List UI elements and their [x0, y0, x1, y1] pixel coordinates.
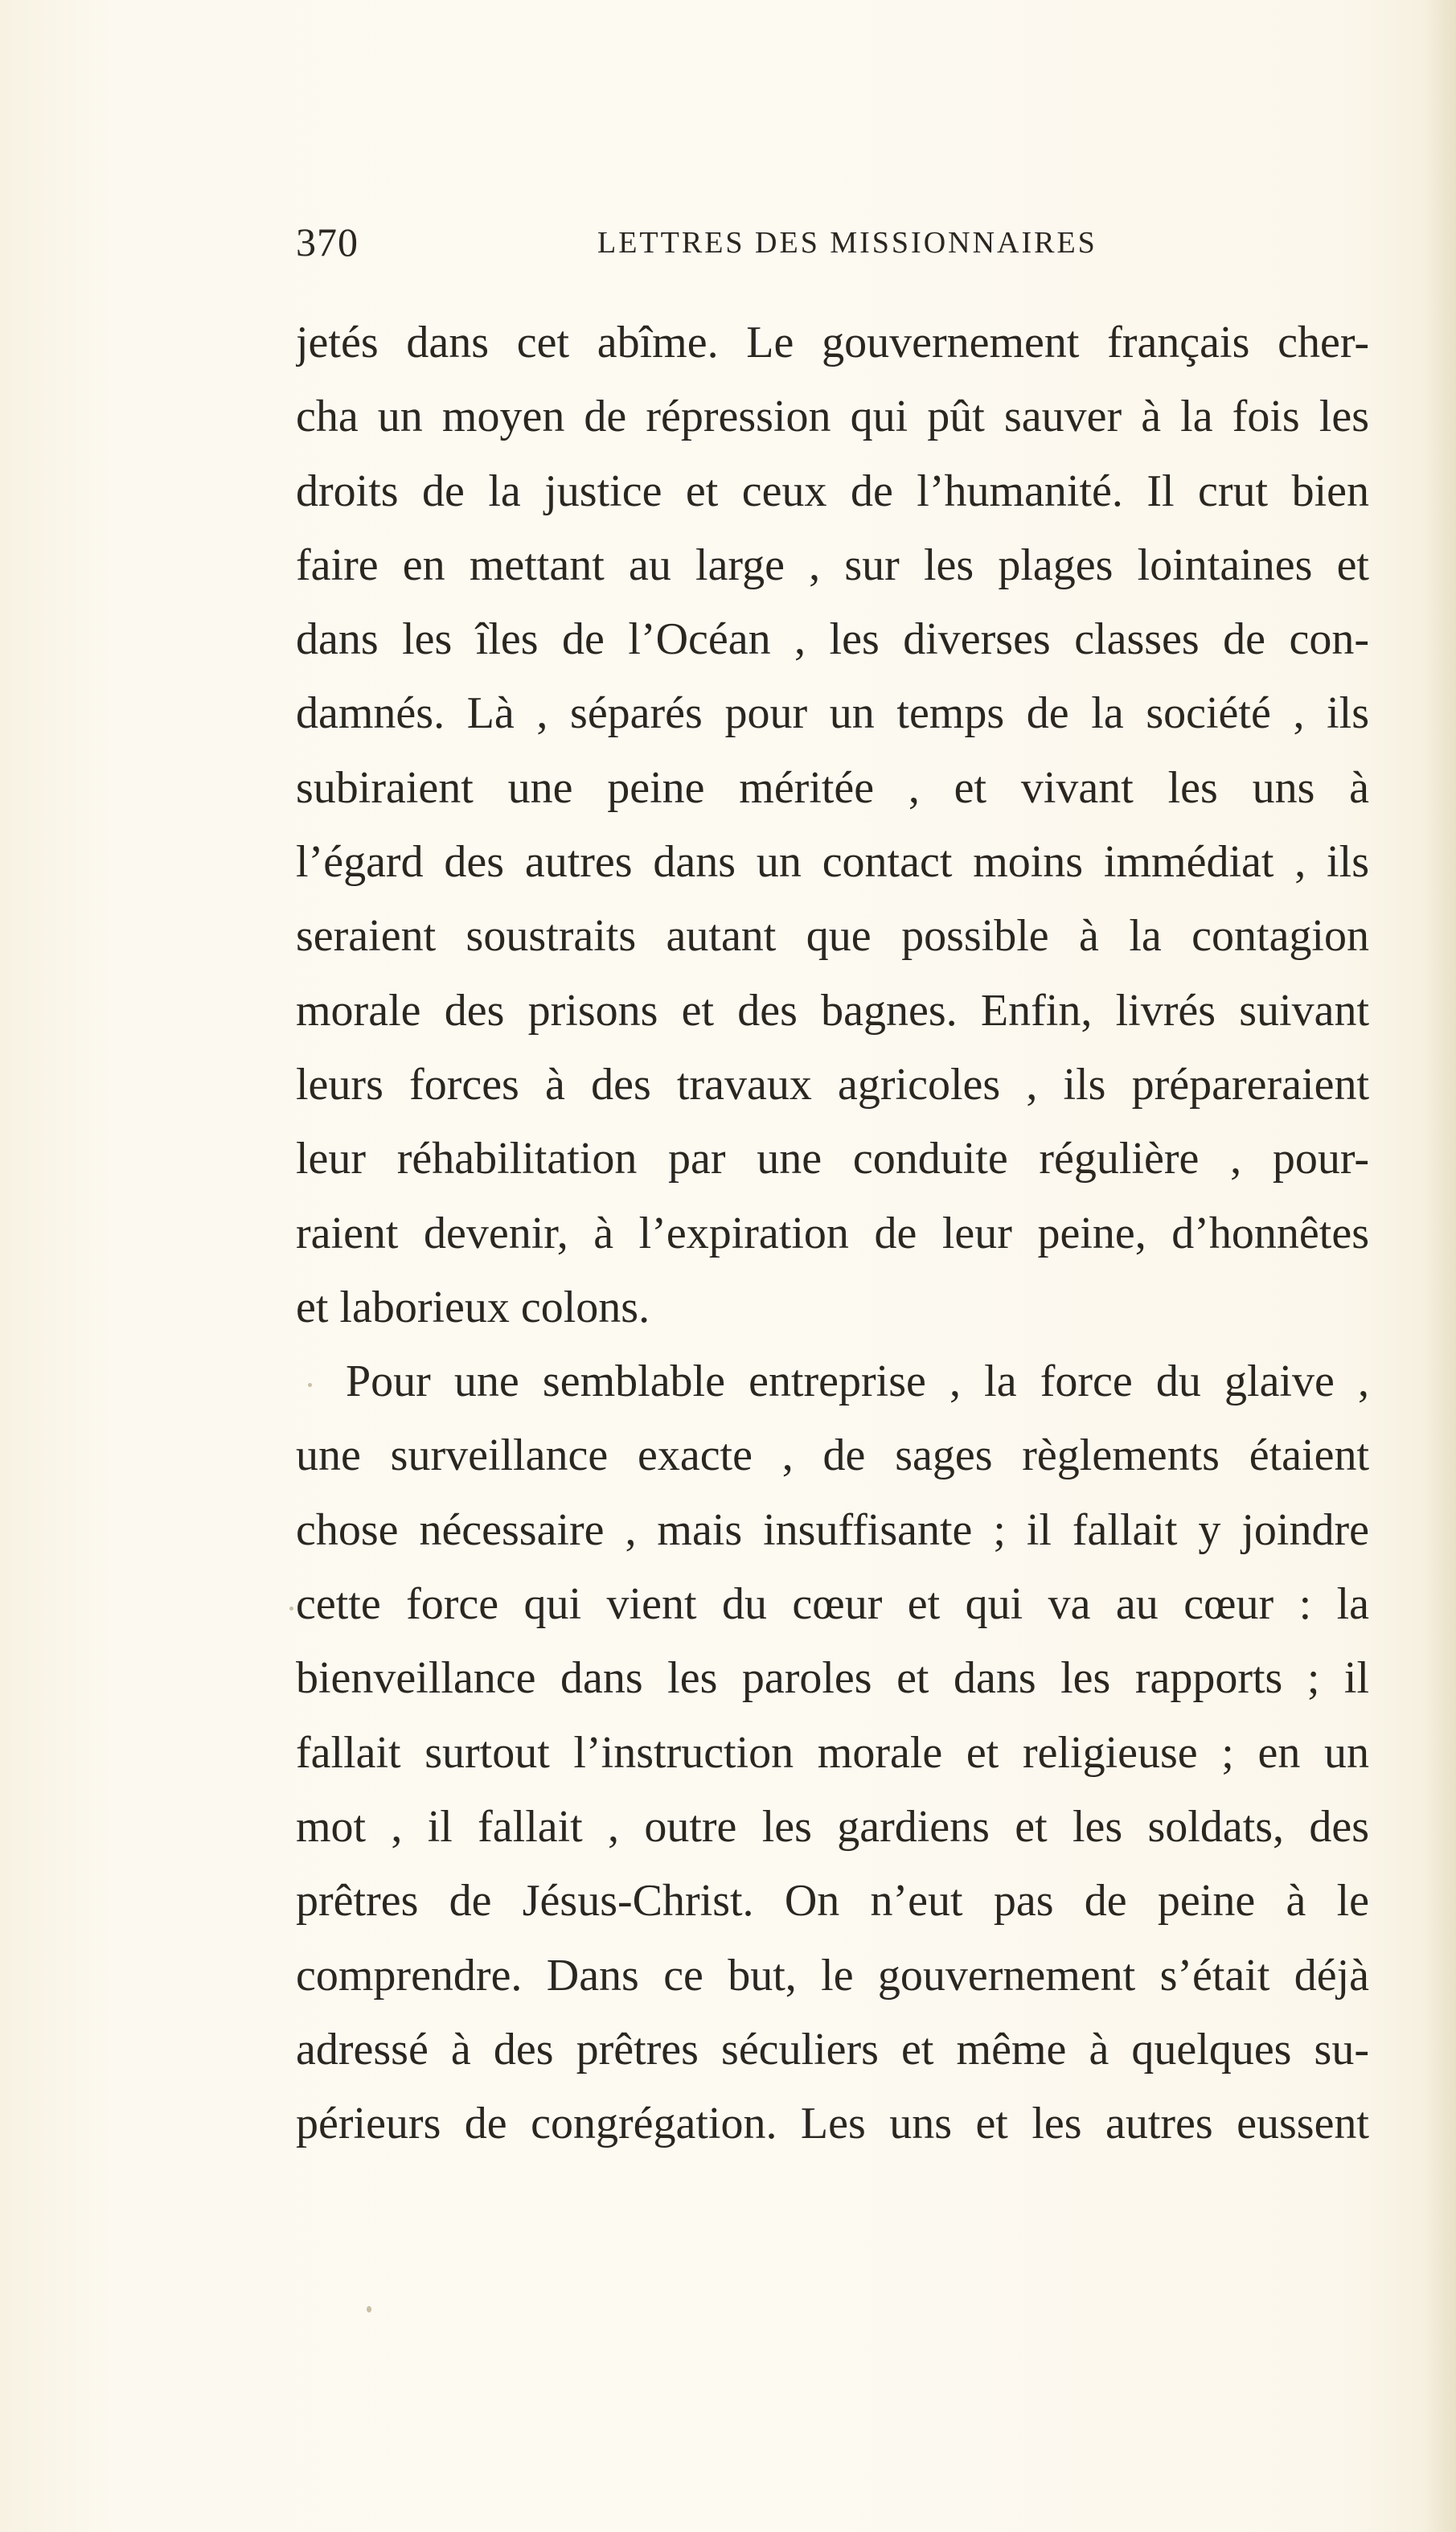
- text-line: chose nécessaire , mais insuffisante ; il fallait y joindre: [296, 1504, 1369, 1555]
- text-line: périeurs de congrégation. Les uns et les autres eussent: [296, 2099, 1369, 2149]
- body-text: [296, 306, 1369, 2161]
- text-line: dans les îles de l’Océan , les diverses classes de con-: [296, 614, 1369, 665]
- text-line: l’égard des autres dans un contact moins immédiat , ils: [296, 837, 1369, 888]
- text-line: Pour une semblable entreprise , la force du glaive ,: [346, 1356, 1369, 1407]
- text-line: faire en mettant au large , sur les plages lointaines et: [296, 540, 1369, 590]
- text-line: raient devenir, à l’expiration de leur peine, d’honnêtes: [296, 1208, 1369, 1258]
- text-line: leurs forces à des travaux agricoles , ils prépareraient: [296, 1059, 1369, 1110]
- paper-speck: [289, 1607, 293, 1611]
- text-line: une surveillance exacte , de sages règlements étaient: [296, 1430, 1369, 1481]
- text-line: damnés. Là , séparés pour un temps de la société , ils: [296, 688, 1369, 739]
- page-header: [296, 219, 1373, 275]
- text-line: et laborieux colons.: [296, 1282, 650, 1332]
- text-line: prêtres de Jésus-Christ. On n’eut pas de peine à le: [296, 1876, 1369, 1927]
- text-line: morale des prisons et des bagnes. Enfin, livrés suivant: [296, 985, 1369, 1036]
- text-line: droits de la justice et ceux de l’humanité. Il crut bien: [296, 466, 1369, 516]
- text-line: cha un moyen de répression qui pût sauver à la fois les: [296, 392, 1369, 442]
- page-edge-shadow: [1424, 0, 1456, 2532]
- text-line: bienveillance dans les paroles et dans les rapports ; il: [296, 1653, 1369, 1704]
- text-line: comprendre. Dans ce but, le gouvernement s’était déjà: [296, 1950, 1369, 2001]
- running-title: LETTRES DES MISSIONNAIRES: [597, 226, 1097, 260]
- page-number: 370: [296, 220, 359, 265]
- paper-speck: [367, 2306, 371, 2312]
- text-line: subiraient une peine méritée , et vivant les uns à: [296, 762, 1369, 813]
- text-line: leur réhabilitation par une conduite régulière , pour-: [296, 1134, 1369, 1184]
- paper-speck: [308, 1383, 312, 1387]
- text-line: jetés dans cet abîme. Le gouvernement français cher-: [296, 318, 1369, 367]
- text-line: fallait surtout l’instruction morale et religieuse ; en un: [296, 1727, 1369, 1778]
- text-line: adressé à des prêtres séculiers et même à quelques su-: [296, 2024, 1369, 2074]
- text-line: seraient soustraits autant que possible à la contagion: [296, 911, 1369, 962]
- text-line: cette force qui vient du cœur et qui va au cœur : la: [296, 1579, 1369, 1630]
- text-line: mot , il fallait , outre les gardiens et les soldats, des: [296, 1801, 1369, 1852]
